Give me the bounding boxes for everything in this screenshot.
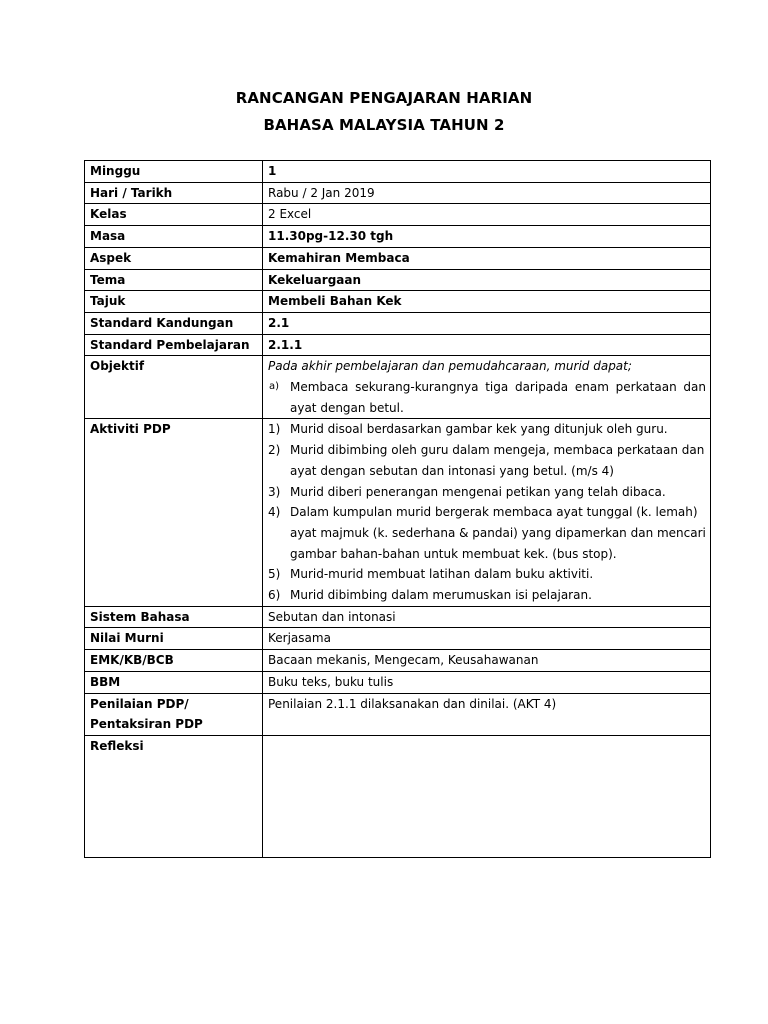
list-marker: 2) — [268, 443, 281, 458]
row-value: 2.1.1 — [263, 334, 711, 356]
table-row-kelas — [85, 204, 711, 226]
table-row-emk — [85, 650, 711, 672]
row-label: Hari / Tarikh — [85, 182, 263, 204]
row-value — [263, 735, 711, 857]
table-row-standard-pembelajaran — [85, 334, 711, 356]
row-value: 2.1 — [263, 312, 711, 334]
row-value: Kemahiran Membaca — [263, 247, 711, 269]
row-value: Penilaian 2.1.1 dilaksanakan dan dinilai. (AKT 4) — [263, 693, 711, 735]
list-marker: 3) — [268, 484, 281, 499]
table-row-objektif — [85, 356, 711, 419]
row-value — [263, 356, 711, 419]
row-value: 1 — [263, 161, 711, 183]
row-label: Masa — [85, 226, 263, 248]
table-row-penilaian — [85, 693, 711, 735]
list-marker: 1) — [268, 422, 281, 437]
row-label: BBM — [85, 671, 263, 693]
row-value: Sebutan dan intonasi — [263, 606, 711, 628]
list-marker: 5) — [268, 567, 281, 582]
row-label: Objektif — [85, 356, 263, 419]
row-value: 2 Excel — [263, 204, 711, 226]
list-item-text: Dalam kumpulan murid bergerak membaca ayat tunggal (k. lemah) ayat majmuk (k. sederhana & pandai) yang dipamerkan dan mencari gambar bahan-bahan untuk membuat kek. (bus stop). — [290, 505, 706, 561]
table-row-aspek — [85, 247, 711, 269]
document-subtitle: BAHASA MALAYSIA TAHUN 2 — [263, 116, 505, 134]
row-label: Aktiviti PDP — [85, 419, 263, 606]
document-title: RANCANGAN PENGAJARAN HARIAN — [235, 89, 533, 107]
row-value: Bacaan mekanis, Mengecam, Keusahawanan — [263, 650, 711, 672]
objective-intro: Pada akhir pembelajaran dan pemudahcaraan, murid dapat; — [268, 359, 632, 374]
row-label: EMK/KB/BCB — [85, 650, 263, 672]
table-row-sistem-bahasa — [85, 606, 711, 628]
list-item — [268, 377, 706, 418]
list-marker: 6) — [268, 588, 281, 603]
row-label: Standard Pembelajaran — [85, 334, 263, 356]
row-value: Buku teks, buku tulis — [263, 671, 711, 693]
table-row-masa — [85, 226, 711, 248]
list-item — [268, 502, 706, 564]
table-row-aktiviti — [85, 419, 711, 606]
table-row-refleksi — [85, 735, 711, 857]
table-row-hari-tarikh — [85, 182, 711, 204]
list-item — [268, 482, 706, 503]
lesson-plan-table — [84, 160, 711, 858]
row-label-line: Pentaksiran PDP — [90, 717, 203, 732]
list-item — [268, 440, 706, 481]
list-item — [268, 564, 706, 585]
table-row-minggu — [85, 161, 711, 183]
table-row-nilai-murni — [85, 628, 711, 650]
row-value: Kekeluargaan — [263, 269, 711, 291]
list-item — [268, 419, 706, 440]
row-label — [85, 693, 263, 735]
row-label: Standard Kandungan — [85, 312, 263, 334]
list-item-text: Membaca sekurang-kurangnya tiga daripada enam perkataan dan ayat dengan betul. — [290, 380, 706, 415]
objective-list — [268, 377, 706, 418]
row-label-line: Penilaian PDP/ — [90, 696, 189, 711]
row-value: Kerjasama — [263, 628, 711, 650]
table-row-tajuk — [85, 291, 711, 313]
activity-list — [268, 419, 706, 605]
list-item-text: Murid dibimbing oleh guru dalam mengeja, membaca perkataan dan ayat dengan sebutan dan intonasi yang betul. (m/s 4) — [290, 443, 705, 478]
row-label: Tajuk — [85, 291, 263, 313]
list-item-text: Murid diberi penerangan mengenai petikan yang telah dibaca. — [290, 484, 666, 499]
row-value: Rabu / 2 Jan 2019 — [263, 182, 711, 204]
row-label: Nilai Murni — [85, 628, 263, 650]
list-item-text: Murid dibimbing dalam merumuskan isi pelajaran. — [290, 588, 592, 603]
row-label: Refleksi — [85, 735, 263, 857]
table-row-tema — [85, 269, 711, 291]
row-label: Minggu — [85, 161, 263, 183]
table-row-standard-kandungan — [85, 312, 711, 334]
list-item-text: Murid disoal berdasarkan gambar kek yang ditunjuk oleh guru. — [290, 422, 668, 437]
list-item — [268, 585, 706, 606]
row-label: Tema — [85, 269, 263, 291]
list-marker: a) — [269, 381, 280, 393]
list-item-text: Murid-murid membuat latihan dalam buku aktiviti. — [290, 567, 594, 582]
row-value: 11.30pg-12.30 tgh — [263, 226, 711, 248]
table-row-bbm — [85, 671, 711, 693]
row-value: Membeli Bahan Kek — [263, 291, 711, 313]
row-label: Sistem Bahasa — [85, 606, 263, 628]
list-marker: 4) — [268, 505, 281, 520]
row-value — [263, 419, 711, 606]
row-label: Kelas — [85, 204, 263, 226]
row-label: Aspek — [85, 247, 263, 269]
